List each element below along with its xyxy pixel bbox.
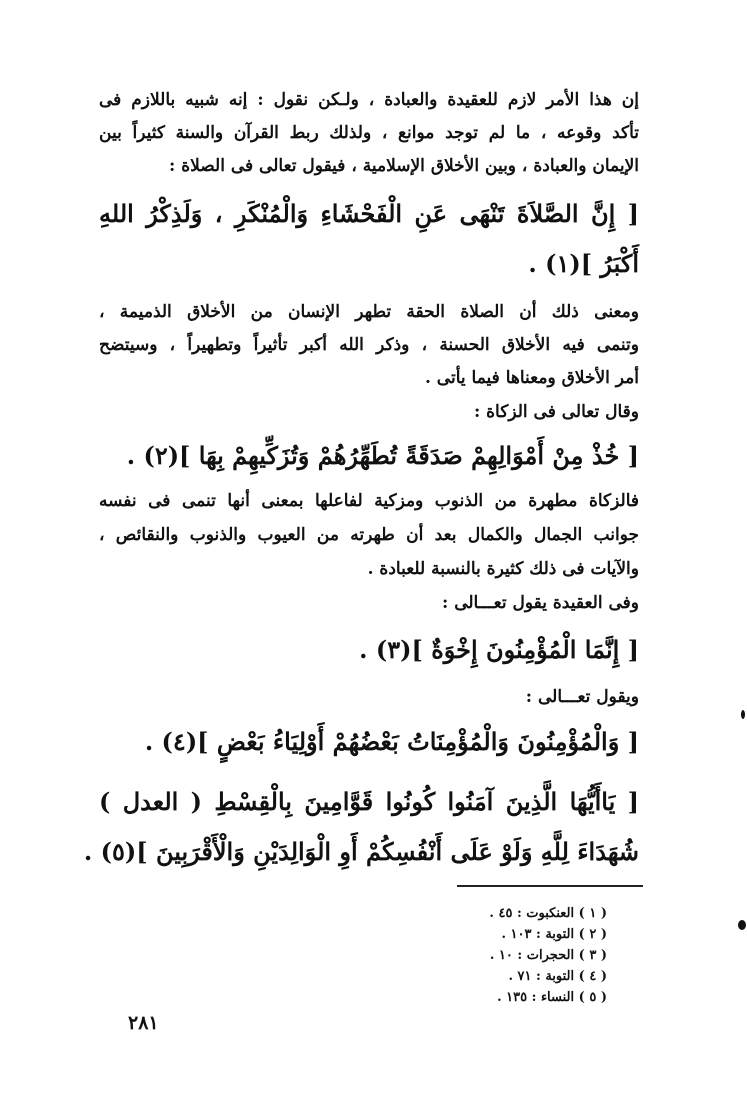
text-line: وفى العقيدة يقول تعـــالى :	[442, 593, 639, 613]
footnote: ( ٤ ) التوبة : ٧١ .	[508, 969, 607, 984]
quran-verse-line: [ إِنَّمَا الْمُؤْمِنُونَ إِخْوَةٌ ](٣) .	[359, 635, 639, 664]
text-line: الإيمان والعبادة ، وبين الأخلاق الإسلامية ، فيقول تعالى فى الصلاة :	[169, 156, 639, 176]
text-line: فالزكاة مطهرة من الذنوب ومزكية لفاعلها بمعنى أنها تنمى فى نفسه	[99, 491, 639, 511]
text-line: وقال تعالى فى الزكاة :	[473, 402, 639, 422]
footnote: ( ٥ ) النساء : ١٣٥ .	[497, 990, 607, 1005]
page-number: ٢٨١	[128, 1012, 159, 1034]
text-line: تأكد وقوعه ، ما لم توجد موانع ، ولذلك ربط القرآن والسنة كثيراً بين	[99, 123, 639, 143]
quran-verse-line: أَكْبَرُ ](١) .	[528, 249, 639, 278]
scan-edge-mark	[741, 710, 745, 719]
text-line: ومعنى ذلك أن الصلاة الحقة تطهر الإنسان من الأخلاق الذميمة ،	[99, 302, 639, 322]
text-line: جوانب الجمال والكمال بعد أن طهرته من العيوب والذنوب والنقائص ،	[99, 525, 639, 545]
text-line: إن هذا الأمر لازم للعقيدة والعبادة ، ولـكن نقول : إنه شبيه باللازم فى	[99, 90, 639, 110]
text-line: والآيات فى ذلك كثيرة بالنسبة للعبادة .	[367, 559, 639, 579]
footnote: ( ٢ ) التوبة : ١٠٣ .	[501, 927, 607, 942]
quran-verse-line: [ يَاأَيُّهَا الَّذِينَ آمَنُوا كُونُوا قَوَّامِينَ بِالْقِسْطِ ( العدل )	[99, 787, 639, 816]
quran-verse-line: [ خُذْ مِنْ أَمْوَالِهِمْ صَدَقَةً تُطَهِّرُهُمْ وَتُزَكِّيهِمْ بِهَا ](٢) .	[126, 441, 639, 470]
text-line: ويقول تعـــالى :	[525, 687, 639, 707]
quran-verse-line: شُهَدَاءَ لِلَّهِ وَلَوْ عَلَى أَنْفُسِكُمْ أَوِ الْوَالِدَيْنِ وَالْأَقْرَبِينَ ](٥) .	[83, 837, 639, 866]
scan-edge-mark	[738, 920, 746, 930]
text-line: أمر الأخلاق ومعناها فيما يأتى .	[424, 368, 639, 388]
quran-verse-line: [ وَالْمُؤْمِنُونَ وَالْمُؤْمِنَاتُ بَعْضُهُمْ أَوْلِيَاءُ بَعْضٍ ](٤) .	[144, 727, 639, 756]
footnote: ( ٣ ) الحجرات : ١٠ .	[489, 948, 607, 963]
footnote-separator	[457, 885, 643, 887]
footnote: ( ١ ) العنكبوت : ٤٥ .	[489, 906, 607, 921]
quran-verse-line: [ إِنَّ الصَّلاَةَ تَنْهَى عَنِ الْفَحْشَاءِ وَالْمُنْكَرِ ، وَلَذِكْرُ اللهِ	[99, 199, 639, 228]
text-line: وتنمى فيه الأخلاق الحسنة ، وذكر الله أكبر تأثيراً وتطهيراً ، وسيتضح	[99, 335, 639, 355]
